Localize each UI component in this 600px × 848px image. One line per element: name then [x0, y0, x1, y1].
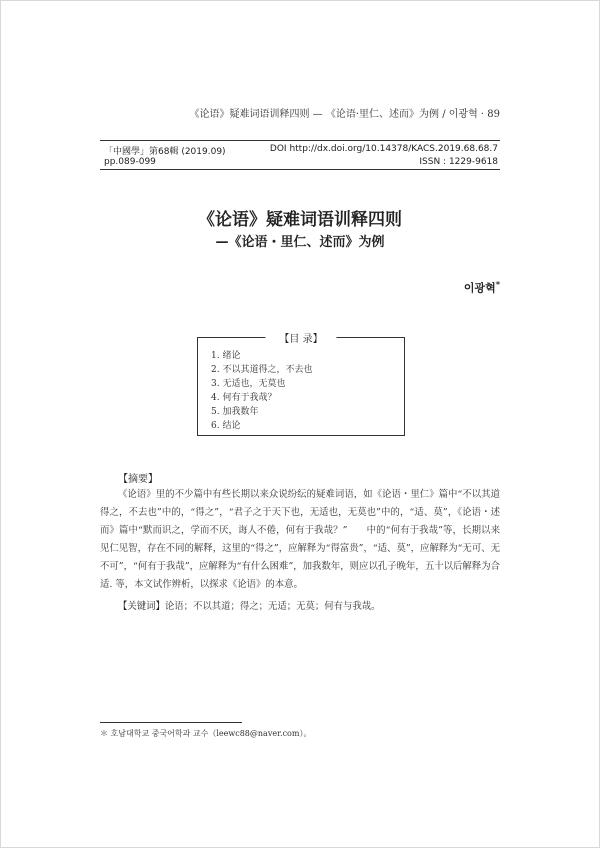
doi-link[interactable]: DOI http://dx.doi.org/10.14378/KACS.2019.68.68.7	[269, 144, 498, 154]
abstract-text: 《论语》里的不少篇中有些长期以来众说纷纭的疑难词语，如《论语・里仁》篇中“不以其道得之，不去也”中的，“得之”，“君子之于天下也，无适也，无莫也”中的，“适、莫”，《论语・述而》篇中“默而识之，学而不厌，诲人不倦，何有于我哉？” 中的“何有于我哉”等，长期以来见仁见智，存在不同的解释，这里的“得之”，应解释为“得富贵”，“适、莫”，应解释为“无可、无不可”，“何有于我哉”，应解释为“有什么困难”，加我数年，则应以孔子晚年，五十以后解释为合适. 等，本文试作辨析，以探求《论语》的本意。	[100, 489, 500, 591]
keywords-heading: 【关键词】	[118, 601, 165, 612]
journal-info-box	[100, 140, 500, 170]
toc-item: 3. 无适也，无莫也	[211, 379, 286, 389]
toc-item: 1. 绪论	[211, 351, 241, 361]
journal-issue: 「中國學」第68輯 (2019.09)	[104, 147, 226, 157]
paper-title: 《论语》疑难词语训释四则	[198, 210, 402, 230]
toc-item: 4. 何有于我哉？	[211, 393, 277, 403]
running-head: 《论语》疑难词语训释四则 — 《论语·里仁、述而》为例 / 이광혁 · 89	[189, 109, 500, 120]
toc-item: 2. 不以其道得之，不去也	[211, 365, 313, 375]
author-footnote: ＊ 호남대학교 중국어학과 교수（leewc88@naver.com）。	[100, 729, 312, 738]
keywords-text: 论语；不以其道；得之；无适；无莫；何有与我哉。	[164, 601, 381, 612]
footnote-divider	[100, 722, 242, 723]
paper-subtitle: —《论语・里仁、述而》为例	[215, 235, 385, 250]
toc-list	[211, 349, 312, 433]
page-range: pp.089-099	[104, 157, 156, 167]
toc-heading: 【目 录】	[265, 330, 336, 345]
table-of-contents	[197, 334, 405, 436]
keywords	[118, 598, 381, 612]
author-footnote-mark: *	[495, 279, 500, 289]
toc-item: 6. 结论	[211, 421, 241, 431]
issn: ISSN : 1229-9618	[419, 157, 498, 167]
toc-item: 5. 加我数年	[211, 407, 259, 417]
author-name: 이광혁	[463, 281, 496, 295]
author	[464, 279, 500, 296]
abstract-heading: 【摘要】	[118, 474, 158, 485]
